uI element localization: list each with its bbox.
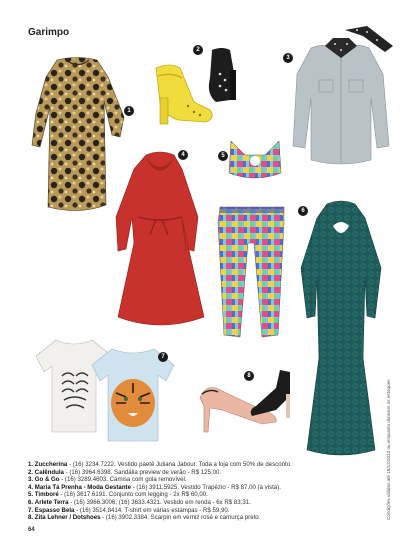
listing-item: 2. Calêndula - (16) 3964.6398. Sandália preview de verão - R$ 125,00.: [28, 468, 222, 476]
item-badge-2: 2: [193, 45, 203, 55]
item-badge-3: 3: [283, 53, 293, 63]
listing-item: 8. Zita Lehner / Dotshoes - (16) 3902.3384. Scarpin em verniz rosé e camurça preto.: [28, 514, 261, 522]
listing-item: 4. Maria Tá Prenha - Moda Gestante - (16) 3911.5925. Vestido Trapézio - R$ 87,00 (à vista).: [28, 483, 281, 491]
listing-item: 6. Arlete Terra - (16) 3966.3006, (16) 3633.4321. Vestido em renda - 6x R$ 83,31.: [28, 498, 251, 506]
red-maternity-dress-image: [112, 147, 208, 335]
item-badge-8: 8: [244, 371, 254, 381]
item-badge-5: 5: [218, 151, 228, 161]
listing-item: 5. Timboré - (16) 3617.6191. Conjunto com legging - 2x R$ 60,00.: [28, 491, 208, 499]
validity-note-text: Condições válidas até 18/12/2013 ou enquanto durarem os estoques: [386, 379, 391, 520]
item-badge-6: 6: [298, 206, 308, 216]
printed-crop-top-image: [225, 137, 285, 183]
printed-leggings-image: [214, 203, 290, 343]
detached-collar-image: [343, 22, 395, 56]
item-badge-1: 1: [124, 106, 134, 116]
item-badge-7: 7: [158, 352, 168, 362]
store-listing: [28, 461, 358, 522]
page-title: Garimpo: [28, 27, 70, 38]
validity-note: [386, 370, 396, 520]
teal-lace-gown-image: [295, 198, 387, 458]
listing-item: 3. Go & Go - (16) 3289.4603. Camisa com gola removível.: [28, 476, 187, 484]
page-number: 64: [28, 527, 35, 533]
listing-item: 1. Zuccherina - (16) 3234.7222. Vestido paetê Juliana Jabour. Toda a loja com 50% de desconto.: [28, 461, 292, 468]
listing-item: 7. Espasso Bela - (16) 3514.8414. T-shirt em várias estampas - R$ 59,90.: [28, 506, 230, 514]
item-badge-4: 4: [178, 150, 188, 160]
